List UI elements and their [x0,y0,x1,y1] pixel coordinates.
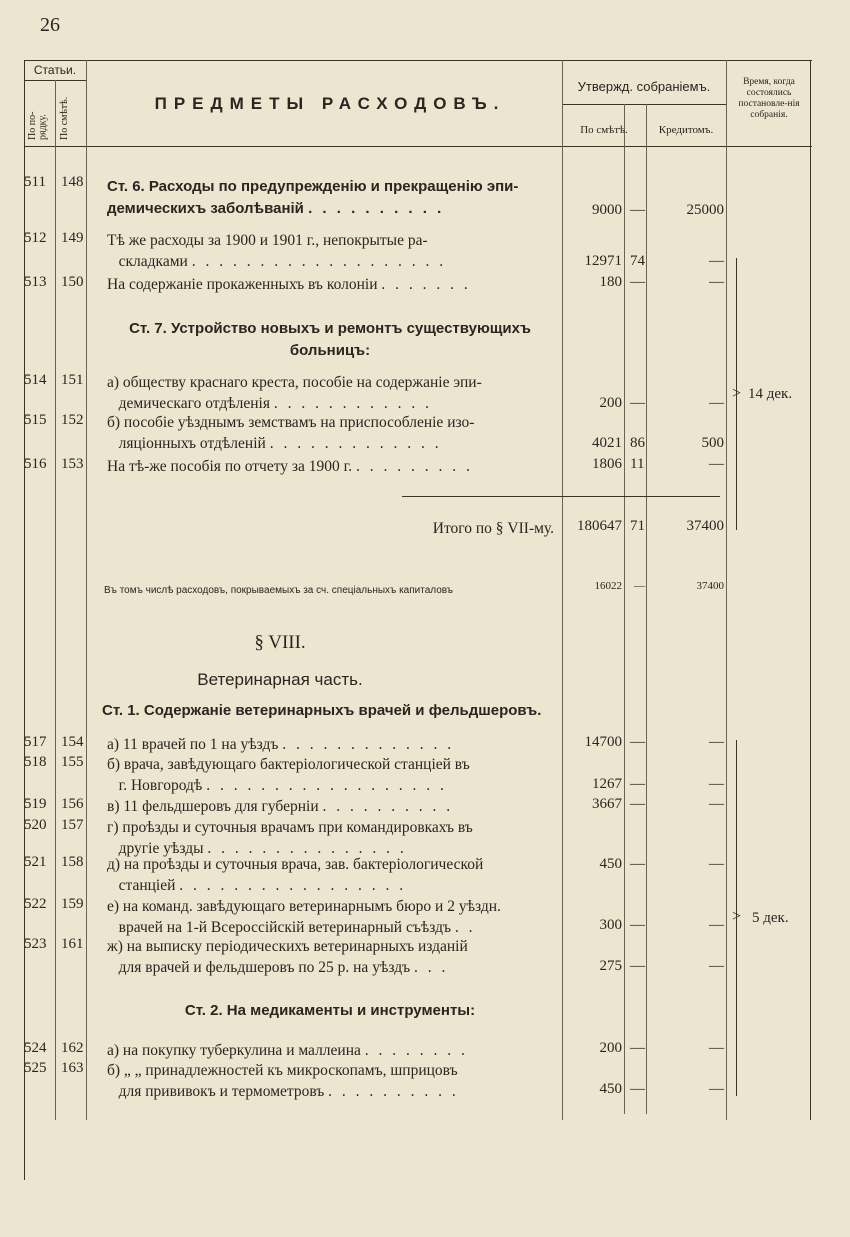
row-517-rub: 14700 [584,734,622,750]
header-statyi: Статьи. [33,63,77,77]
row-520-line2: другіе уѣзды [118,840,204,857]
st6-title-text: Ст. 6. Расходы по предупрежденію и прекращенію эпи-демическихъ заболѣваній [107,178,519,217]
row-515-kop: 86 [630,435,645,451]
right-border [810,60,811,1120]
row-522-smeta: 159 [61,896,84,912]
row-516-rub: 1806 [592,456,622,472]
col-rule-1 [55,80,56,1120]
special-rub: 16022 [594,580,622,592]
row-519-desc [107,796,555,817]
row-514-desc [107,372,555,414]
total-rule [402,496,720,497]
row-524-rub: 200 [599,1040,622,1056]
row-517-kop: — [630,734,645,750]
row-525-line2: для прививокъ и термометровъ [118,1083,325,1100]
row-514-smeta: 151 [61,372,84,388]
row-524-desc [107,1040,555,1061]
row-524-kop: — [630,1040,645,1056]
row-523-desc [107,936,555,978]
row-525-line1: б) „ „ принадлежностей къ микроскопамъ, шприцовъ [107,1062,458,1079]
leader-dots: . . . . . . . . . . [328,1083,459,1100]
row-512-smeta: 149 [61,230,84,246]
header-po-poryadku: По по-рядку. [27,111,49,140]
leader-dots: . . . . . . . . . [356,458,473,475]
row-515-desc [107,412,555,454]
total-rub: 180647 [577,518,622,534]
row-519-num: 519 [24,796,47,812]
row-523-kop: — [630,958,645,974]
row-516-desc [107,456,555,477]
row-522-rub: 300 [599,917,622,933]
row-518-kop: — [630,776,645,792]
row-525-desc [107,1060,555,1102]
row-521-line2: станціей [118,877,176,894]
header-bottom-rule [24,146,812,147]
row-524-kred: — [709,1040,724,1056]
row-518-smeta: 155 [61,754,84,770]
row-520-desc [107,817,555,859]
paragraph-viii: § VIII. [254,632,306,653]
row-513-num: 513 [24,274,47,290]
header-vremya: Время, когда состоялись постановле-нія собранія. [738,77,800,120]
row-520-line1: г) проѣзды и суточныя врачамъ при командировкахъ въ [107,819,473,836]
row-517-kred: — [709,734,724,750]
row-512-kop: 74 [630,253,645,269]
row-515-line1: б) пособіе уѣзднымъ земствамъ на приспособленіе изо- [107,414,475,431]
row-523-smeta: 161 [61,936,84,952]
row-520-num: 520 [24,817,47,833]
row-514-rub: 200 [599,395,622,411]
special-kop: — [634,580,645,592]
col-rule-4 [624,104,625,1114]
row-521-line1: д) на проѣзды и суточныя врача, зав. бактеріологической [107,856,484,873]
col-rule-6 [726,60,727,1120]
leader-dots: . . . . . . . . . . . . [273,395,432,412]
header-top-rule [24,60,812,61]
row-511-kred: 25000 [686,202,724,218]
vet-part-title: Ветеринарная часть. [197,670,363,689]
row-522-kred: — [709,917,724,933]
total-label: Итого по § VII-му. [432,520,554,537]
leader-dots: . . [454,919,476,936]
row-525-kop: — [630,1081,645,1097]
row-525-num: 525 [24,1060,47,1076]
brace-5-point: > [732,908,742,925]
row-525-rub: 450 [599,1081,622,1097]
leader-dots: . . . . . . . . . . . . . . . . . [179,877,407,894]
page-number: 26 [40,14,60,36]
row-525-smeta: 163 [61,1060,84,1076]
row-519-rub: 3667 [592,796,622,812]
row-511-kop: — [630,202,645,218]
row-516-num: 516 [24,456,47,472]
st6-title [107,176,555,220]
row-515-rub: 4021 [592,435,622,451]
row-512-num: 512 [24,230,47,246]
row-514-kred: — [709,395,724,411]
leader-dots: . . . . . . . . . . [308,200,445,217]
leader-dots: . . . . . . . . . . . . . . . [207,840,407,857]
row-515-line2: ляціонныхъ отдѣленій [118,435,266,452]
row-518-num: 518 [24,754,47,770]
row-520-smeta: 157 [61,817,84,833]
row-519-smeta: 156 [61,796,84,812]
row-512-rub: 12971 [584,253,622,269]
row-518-desc [107,754,555,796]
row-517-line1: а) 11 врачей по 1 на уѣздъ [107,736,279,753]
row-521-num: 521 [24,854,47,870]
row-512-desc [107,230,555,272]
st7-title: Ст. 7. Устройство новыхъ и ремонтъ существующихъ больницъ: [129,320,531,359]
row-513-desc [107,274,555,295]
date-5-dec: 5 дек. [752,910,789,926]
row-521-rub: 450 [599,856,622,872]
header-title: ПРЕДМЕТЫ РАСХОДОВЪ. [154,94,506,113]
row-515-kred: 500 [701,435,724,451]
row-522-num: 522 [24,896,47,912]
row-524-line1: а) на покупку туберкулина и маллеина [107,1042,361,1059]
st1-title: Ст. 1. Содержаніе ветеринарныхъ врачей и фельдшеровъ. [102,702,542,719]
row-511-smeta: 148 [61,174,84,190]
row-512-line1: Тѣ же расходы за 1900 и 1901 г., непокрытые ра- [107,232,428,249]
col-rule-2 [86,60,87,1120]
special-kred: 37400 [696,580,724,592]
header-utverzhd: Утвержд. собраніемъ. [577,79,711,94]
brace-14-point: > [732,385,742,402]
row-513-kop: — [630,274,645,290]
row-513-rub: 180 [599,274,622,290]
special-note: Въ томъ числѣ расходовъ, покрываемыхъ за сч. спеціальныхъ капиталовъ [104,585,453,596]
leader-dots: . . . . . . . . . . . . . . . . . . [206,777,447,794]
row-517-num: 517 [24,734,47,750]
row-512-kred: — [709,253,724,269]
row-523-rub: 275 [599,958,622,974]
row-516-kop: 11 [630,456,645,472]
header-kreditom: Кредитомъ. [658,124,714,136]
row-519-kred: — [709,796,724,812]
row-523-line1: ж) на выписку періодическихъ ветеринарныхъ изданій [107,938,468,955]
row-519-kop: — [630,796,645,812]
row-512-line2: складками [118,253,188,270]
st2-title: Ст. 2. На медикаменты и инструменты: [184,1002,476,1019]
total-kred: 37400 [686,518,724,534]
utverzhd-rule [562,104,726,105]
leader-dots: . . . . . . . [381,276,471,293]
row-511-num: 511 [24,174,46,190]
row-518-kred: — [709,776,724,792]
header-po-smete: По смѣтѣ. [580,124,628,136]
row-523-line2: для врачей и фельдшеровъ по 25 р. на уѣздъ [118,959,411,976]
row-522-kop: — [630,917,645,933]
row-513-line1: На содержаніе прокаженныхъ въ колоніи [107,276,378,293]
header-po-smete-col: По смѣтѣ. [59,96,70,140]
row-513-smeta: 150 [61,274,84,290]
row-521-kred: — [709,856,724,872]
leader-dots: . . . . . . . . [364,1042,468,1059]
leader-dots: . . . . . . . . . . . . . [282,736,455,753]
row-515-smeta: 152 [61,412,84,428]
row-517-desc [107,734,555,755]
row-518-line1: б) врача, завѣдующаго бактеріологической станціей въ [107,756,470,773]
row-521-smeta: 158 [61,854,84,870]
leader-dots: . . . . . . . . . . [322,798,454,815]
leader-dots: . . . . . . . . . . . . . . . . . . . [191,253,447,270]
total-kop: 71 [630,518,645,534]
row-522-desc [107,896,555,938]
leader-dots: . . . . . . . . . . . . . [269,435,442,452]
row-514-line1: а) обществу краснаго креста, пособіе на содержаніе эпи- [107,374,482,391]
row-524-smeta: 162 [61,1040,84,1056]
row-523-num: 523 [24,936,47,952]
row-519-line1: в) 11 фельдшеровъ для губерніи [107,798,319,815]
row-514-kop: — [630,395,645,411]
row-517-smeta: 154 [61,734,84,750]
row-514-num: 514 [24,372,47,388]
row-515-num: 515 [24,412,47,428]
row-514-line2: демическаго отдѣленія [118,395,270,412]
row-521-desc [107,854,555,896]
leader-dots: . . . [413,959,449,976]
row-516-smeta: 153 [61,456,84,472]
row-525-kred: — [709,1081,724,1097]
left-border [24,60,25,1180]
row-518-line2: г. Новгородѣ [118,777,203,794]
row-522-line1: е) на команд. завѣдующаго ветеринарнымъ бюро и 2 уѣздн. [107,898,501,915]
row-521-kop: — [630,856,645,872]
date-14-dec: 14 дек. [748,386,793,402]
row-518-rub: 1267 [592,776,622,792]
row-522-line2: врачей на 1-й Всероссійскій ветеринарный съѣздъ [118,919,452,936]
row-524-num: 524 [24,1040,47,1056]
row-516-kred: — [709,456,724,472]
row-523-kred: — [709,958,724,974]
row-511-rub: 9000 [592,202,622,218]
row-513-kred: — [709,274,724,290]
row-516-line1: На тѣ-же пособія по отчету за 1900 г. [107,458,353,475]
